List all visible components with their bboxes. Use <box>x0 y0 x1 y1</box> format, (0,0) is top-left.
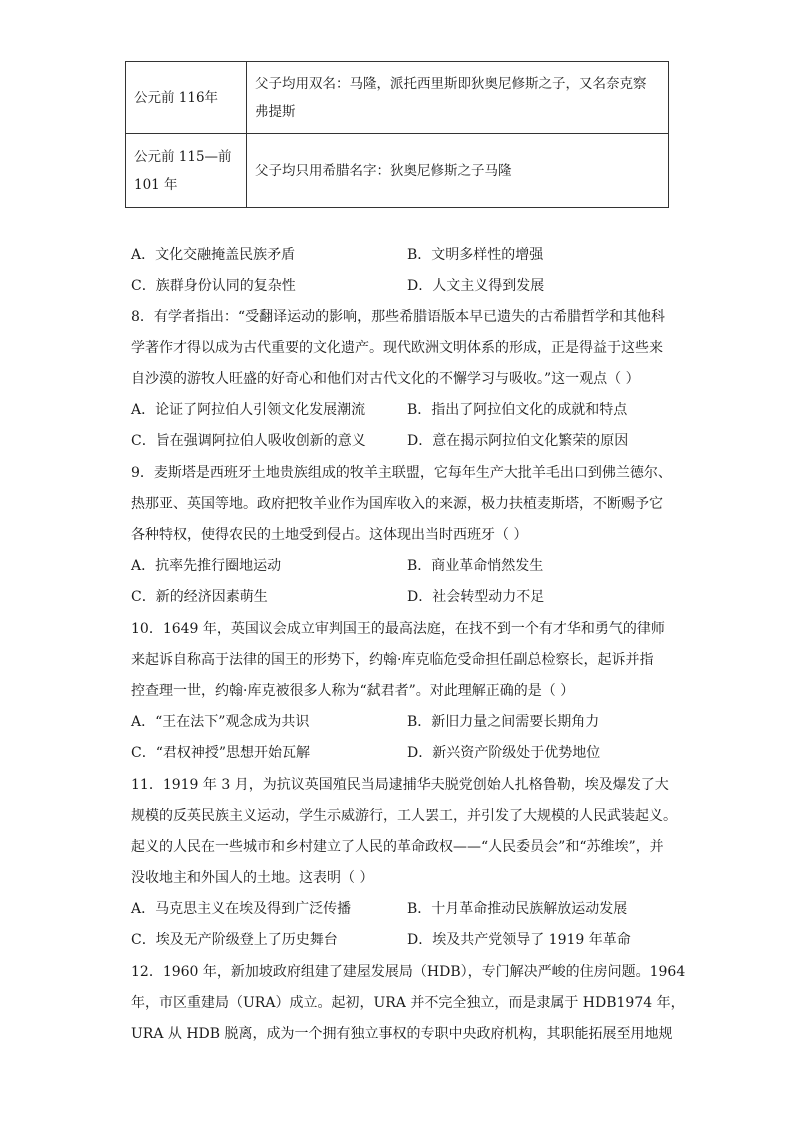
question-11 <box>131 770 677 956</box>
question-12 <box>131 957 686 1050</box>
table-row <box>126 134 669 208</box>
option-a[interactable]: A．抗率先推行圈地运动 <box>131 558 282 574</box>
option-row <box>131 395 671 426</box>
question-text: 起义的人民在一些城市和乡村建立了人民的革命政权——“人民委员会”和“苏维埃”，并 <box>131 839 664 855</box>
option-a[interactable]: A．文化交融掩盖民族矛盾 <box>131 247 296 263</box>
question-text: 没收地主和外国人的土地。这表明（ ） <box>131 870 374 886</box>
option-a[interactable]: A．马克思主义在埃及得到广泛传播 <box>131 901 352 917</box>
option-d[interactable]: D．社会转型动力不足 <box>407 589 545 605</box>
option-d[interactable]: D．意在揭示阿拉伯文化繁荣的原因 <box>407 433 629 449</box>
description-cell: 父子均用双名：马隆，派托西里斯即狄奥尼修斯之子，又名奈克察 弗提斯 <box>247 62 669 134</box>
option-b[interactable]: B．商业革命悄然发生 <box>407 558 544 574</box>
option-d[interactable]: D．人文主义得到发展 <box>407 278 545 294</box>
option-row <box>131 271 671 302</box>
table-row <box>126 62 669 134</box>
option-c[interactable]: C．埃及无产阶级登上了历史舞台 <box>131 932 338 948</box>
option-row <box>131 240 671 271</box>
question-9 <box>131 458 671 613</box>
option-b[interactable]: B．新旧力量之间需要长期角力 <box>407 714 600 730</box>
question-text: 12．1960 年，新加坡政府组建了建屋发展局（HDB），专门解决严峻的住房问题。1964 <box>131 964 686 980</box>
option-c[interactable]: C．“君权神授”思想开始瓦解 <box>131 745 311 761</box>
option-b[interactable]: B．十月革命推动民族解放运动发展 <box>407 901 628 917</box>
option-c[interactable]: C．新的经济因素萌生 <box>131 589 268 605</box>
option-d[interactable]: D．埃及共产党领导了 1919 年革命 <box>407 932 631 948</box>
question-text: 来起诉自称高于法律的国王的形势下，约翰·库克临危受命担任副总检察长，起诉并指 <box>131 652 654 668</box>
period-cell: 公元前 115—前 101 年 <box>126 134 247 208</box>
option-row <box>131 707 671 738</box>
option-c[interactable]: C．旨在强调阿拉伯人吸收创新的意义 <box>131 433 366 449</box>
question-7-options <box>131 240 671 302</box>
question-text: 各种特权，使得农民的土地受到侵占。这体现出当时西班牙（ ） <box>131 527 528 543</box>
name-usage-table <box>125 61 669 208</box>
question-text: 8．有学者指出：“受翻译运动的影响，那些希腊语版本早已遗失的古希腊哲学和其他科 <box>131 309 666 325</box>
question-10 <box>131 614 671 769</box>
option-a[interactable]: A．“王在法下”观念成为共识 <box>131 714 310 730</box>
question-text: 学著作才得以成为古代重要的文化遗产。现代欧洲文明体系的形成，正是得益于这些来 <box>131 340 663 356</box>
question-text: 年，市区重建局（URA）成立。起初，URA 并不完全独立，而是隶属于 HDB1974 年， <box>131 995 685 1011</box>
question-text: 控查理一世，约翰·库克被很多人称为“弑君者”。对此理解正确的是（ ） <box>131 683 575 699</box>
option-b[interactable]: B．文明多样性的增强 <box>407 247 544 263</box>
option-b[interactable]: B．指出了阿拉伯文化的成就和特点 <box>407 402 628 418</box>
question-text: URA 从 HDB 脱离，成为一个拥有独立事权的专职中央政府机构，其职能拓展至用地规 <box>131 1026 673 1042</box>
period-cell: 公元前 116年 <box>126 62 247 134</box>
question-text: 规模的反英民族主义运动，学生示威游行，工人罢工，并引发了大规模的人民武装起义。 <box>131 808 677 824</box>
option-row <box>131 582 671 613</box>
option-d[interactable]: D．新兴资产阶级处于优势地位 <box>407 745 601 761</box>
option-row <box>131 925 671 956</box>
description-cell: 父子均只用希腊名字：狄奥尼修斯之子马隆 <box>247 134 669 208</box>
option-c[interactable]: C．族群身份认同的复杂性 <box>131 278 296 294</box>
option-row <box>131 551 671 582</box>
option-a[interactable]: A．论证了阿拉伯人引领文化发展潮流 <box>131 402 366 418</box>
question-text: 10．1649 年，英国议会成立审判国王的最高法庭，在找不到一个有才华和勇气的律师 <box>131 621 665 637</box>
question-text: 9．麦斯塔是西班牙土地贵族组成的牧羊主联盟，它每年生产大批羊毛出口到佛兰德尔、 <box>131 465 672 481</box>
question-text: 11．1919 年 3 月，为抗议英国殖民当局逮捕华夫脱党创始人扎格鲁勒，埃及爆发了大 <box>131 777 669 793</box>
option-row <box>131 738 671 769</box>
option-row <box>131 894 671 925</box>
question-text: 自沙漠的游牧人旺盛的好奇心和他们对古代文化的不懈学习与吸收。”这一观点（ ） <box>131 371 640 387</box>
option-row <box>131 426 671 457</box>
question-text: 热那亚、英国等地。政府把牧羊业作为国库收入的来源，极力扶植麦斯塔，不断赐予它 <box>131 496 663 512</box>
question-8 <box>131 302 671 457</box>
